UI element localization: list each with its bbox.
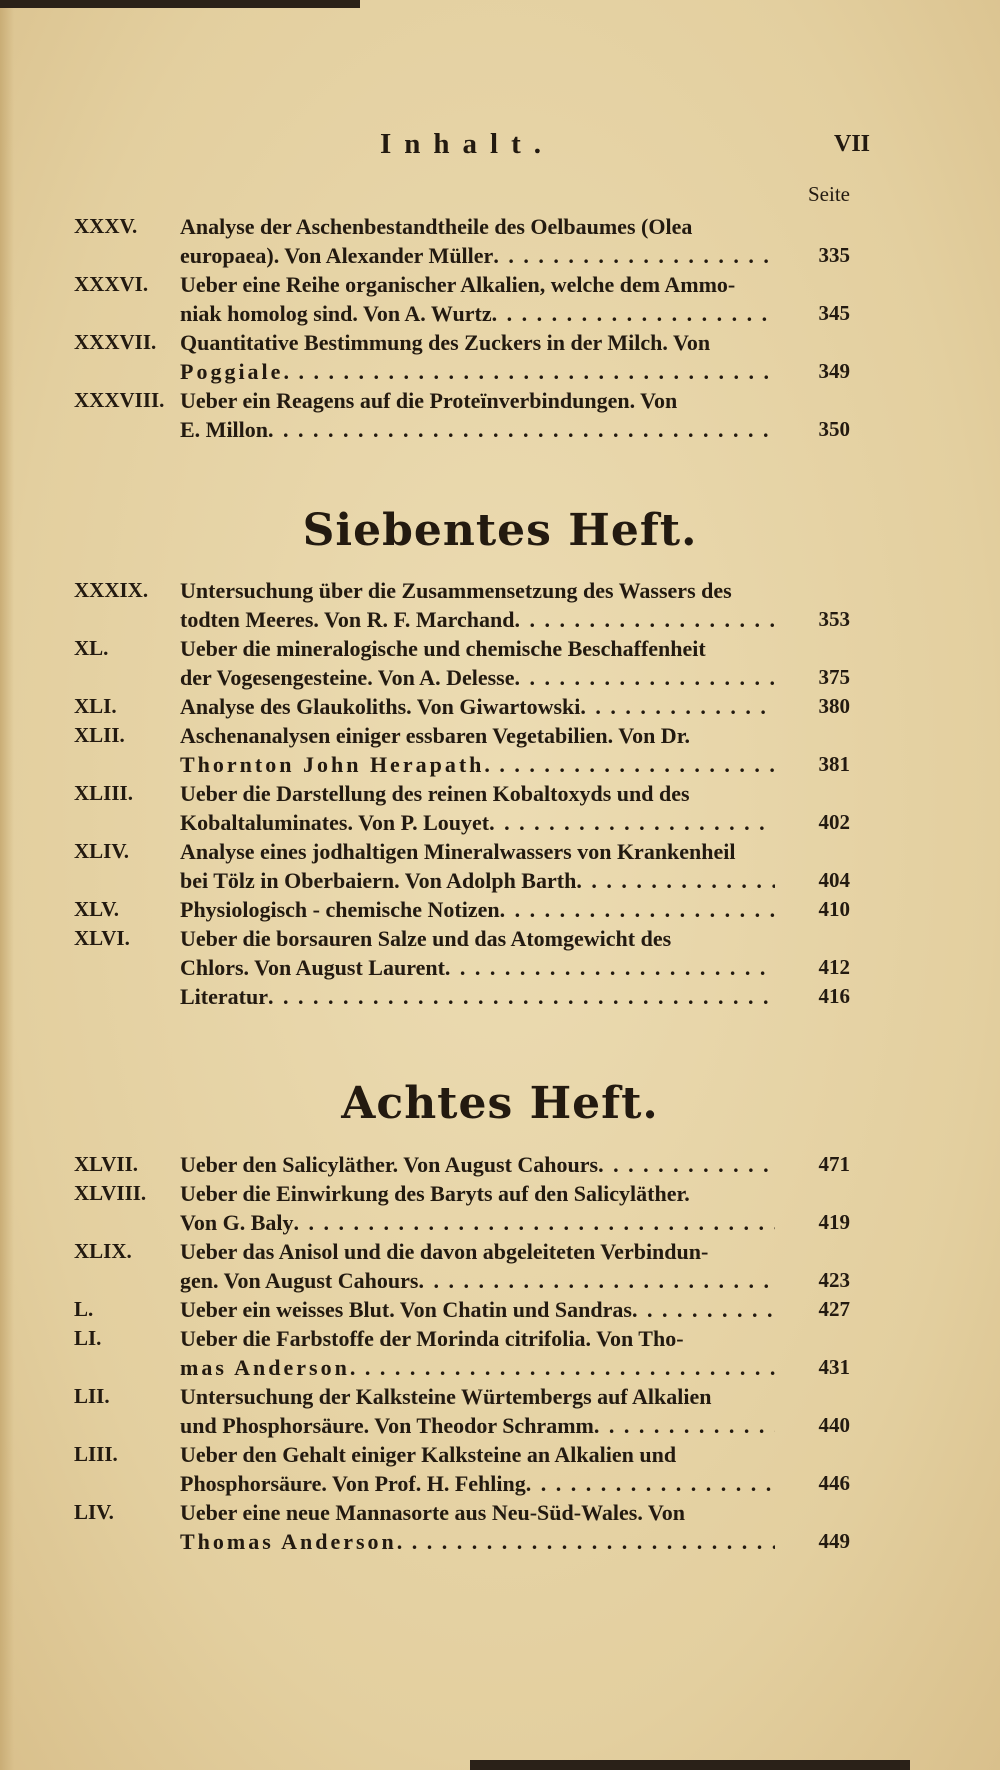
- entry-number: XLVI.: [74, 926, 130, 950]
- toc-entry: [0, 1239, 1000, 1297]
- entry-number: XXXIX.: [74, 578, 149, 602]
- entry-page: 449: [818, 1529, 850, 1553]
- dot-leader: [515, 665, 776, 691]
- toc-section: [0, 1152, 1000, 1558]
- entry-page: 345: [818, 301, 850, 325]
- entry-number: XLIV.: [74, 839, 130, 863]
- entry-page: 416: [818, 984, 850, 1008]
- entry-number: XXXV.: [74, 214, 138, 238]
- scan-border-bottom: [470, 1760, 910, 1770]
- entry-page: 375: [818, 665, 850, 689]
- toc-entry: [0, 723, 1000, 781]
- page-column-label: Seite: [808, 182, 850, 206]
- entry-title-line: [180, 1152, 775, 1178]
- entry-number: XLVII.: [74, 1152, 139, 1176]
- entry-author-text: Ueber den Salicyläther. Von August Cahours: [180, 1152, 599, 1177]
- entry-title-line: [180, 1210, 775, 1236]
- entry-title-line: [180, 665, 775, 691]
- entry-page: 440: [818, 1413, 850, 1437]
- entry-title-line: [180, 1471, 775, 1497]
- entry-number: XXXVI.: [74, 272, 149, 296]
- section-heading: Siebentes Heft.: [302, 505, 698, 556]
- entry-page: 471: [818, 1152, 850, 1176]
- toc-entry: [0, 897, 1000, 926]
- toc-entry: [0, 578, 1000, 636]
- entry-page: 335: [818, 243, 850, 267]
- entry-title-line: [180, 1355, 775, 1381]
- dot-leader: [283, 359, 775, 385]
- entry-author-text: Chlors. Von August Laurent: [180, 955, 445, 980]
- dot-leader: [294, 1210, 775, 1236]
- entry-title-line: [180, 1268, 775, 1294]
- toc-section: [0, 578, 1000, 1013]
- entry-title-line: Ueber ein Reagens auf die Proteïnverbindungen. Von: [180, 388, 678, 413]
- entry-title-line: [180, 984, 775, 1010]
- entry-title-line: [180, 607, 775, 633]
- toc-entry: [0, 1384, 1000, 1442]
- entry-number: LIII.: [74, 1442, 118, 1466]
- entry-title-line: Aschenanalysen einiger essbaren Vegetabilien. Von Dr.: [180, 723, 690, 748]
- toc-section-continued: [0, 214, 1000, 446]
- toc-entry: [0, 1442, 1000, 1500]
- toc-entry: [0, 1181, 1000, 1239]
- entry-number: XXXVIII.: [74, 388, 165, 412]
- entry-title-line: Untersuchung der Kalksteine Würtembergs auf Alkalien: [180, 1384, 712, 1409]
- entry-number: XLI.: [74, 694, 117, 718]
- entry-author-text: Ueber ein weisses Blut. Von Chatin und Sandras: [180, 1297, 632, 1322]
- entry-title-line: [180, 359, 775, 385]
- toc-entry: [0, 1297, 1000, 1326]
- entry-page: 402: [818, 810, 850, 834]
- entry-author-text: Kobaltaluminates. Von P. Louyet: [180, 810, 490, 835]
- entry-author-text: Thornton John Herapath: [180, 752, 485, 777]
- entry-author-text: E. Millon: [180, 417, 269, 442]
- entry-page: 427: [818, 1297, 850, 1321]
- entry-page: 446: [818, 1471, 850, 1495]
- dot-leader: [500, 897, 775, 923]
- toc-entry: [0, 694, 1000, 723]
- entry-number: LI.: [74, 1326, 102, 1350]
- dot-leader: [268, 417, 775, 443]
- entry-title-line: Ueber die borsauren Salze und das Atomgewicht des: [180, 926, 672, 951]
- entry-title-line: Analyse der Aschenbestandtheile des Oelbaumes (Olea: [180, 214, 693, 239]
- dot-leader: [445, 955, 775, 981]
- toc-entry: [0, 330, 1000, 388]
- entry-page: 419: [818, 1210, 850, 1234]
- page-number: VII: [833, 131, 870, 157]
- entry-title-line: [180, 955, 775, 981]
- entry-number: XLIII.: [74, 781, 133, 805]
- entry-title-line: Ueber eine Reihe organischer Alkalien, welche dem Ammo-: [180, 272, 736, 297]
- entry-number: LIV.: [74, 1500, 114, 1524]
- entry-author-text: Thomas Anderson: [180, 1529, 397, 1554]
- entry-number: LII.: [74, 1384, 110, 1408]
- toc-entry: [0, 781, 1000, 839]
- toc-entry: [0, 984, 1000, 1013]
- entry-title-line: [180, 1413, 775, 1439]
- entry-page: 353: [818, 607, 850, 631]
- entry-page: 423: [818, 1268, 850, 1292]
- dot-leader: [397, 1529, 775, 1555]
- entry-number: XLII.: [74, 723, 125, 747]
- entry-title-line: [180, 1297, 775, 1323]
- toc-entry: [0, 1152, 1000, 1181]
- entry-author-text: Physiologisch - chemische Notizen: [180, 897, 500, 922]
- dot-leader: [493, 243, 775, 269]
- dot-leader: [484, 752, 775, 778]
- dot-leader: [576, 868, 775, 894]
- entry-title-line: [180, 243, 775, 269]
- dot-leader: [268, 984, 775, 1010]
- dot-leader: [580, 694, 775, 720]
- entry-author-text: Von G. Baly: [180, 1210, 294, 1235]
- entry-page: 431: [818, 1355, 850, 1379]
- entry-number: XLVIII.: [74, 1181, 147, 1205]
- entry-title-line: Ueber eine neue Mannasorte aus Neu-Süd-Wales. Von: [180, 1500, 686, 1525]
- entry-number: L.: [74, 1297, 94, 1321]
- entry-title-line: Ueber die Farbstoffe der Morinda citrifolia. Von Tho-: [180, 1326, 684, 1351]
- entry-page: 404: [818, 868, 850, 892]
- entry-title-line: Ueber die Einwirkung des Baryts auf den Salicyläther.: [180, 1181, 690, 1206]
- entry-title-line: Ueber die mineralogische und chemische Beschaffenheit: [180, 636, 706, 661]
- entry-title-line: Ueber den Gehalt einiger Kalksteine an Alkalien und: [180, 1442, 677, 1467]
- entry-title-line: Untersuchung über die Zusammensetzung des Wassers des: [180, 578, 732, 603]
- entry-number: XLIX.: [74, 1239, 132, 1263]
- entry-title-line: Ueber das Anisol und die davon abgeleiteten Verbindun-: [180, 1239, 709, 1264]
- toc-entry: [0, 214, 1000, 272]
- toc-entry: [0, 272, 1000, 330]
- entry-number: XL.: [74, 636, 109, 660]
- toc-entry: [0, 388, 1000, 446]
- toc-entry: [0, 839, 1000, 897]
- entry-page: 412: [818, 955, 850, 979]
- entry-author-text: Literatur: [180, 984, 268, 1009]
- entry-author-text: gen. Von August Cahours: [180, 1268, 419, 1293]
- section-heading: Achtes Heft.: [341, 1078, 659, 1129]
- running-header-title: Inhalt.: [380, 128, 555, 160]
- entry-author-text: Poggiale: [180, 359, 284, 384]
- toc-entry: [0, 926, 1000, 984]
- entry-author-text: der Vogesengesteine. Von A. Delesse: [180, 665, 515, 690]
- entry-title-line: [180, 810, 775, 836]
- entry-title-line: [180, 301, 775, 327]
- entry-page: 350: [818, 417, 850, 441]
- dot-leader: [515, 607, 776, 633]
- entry-title-line: [180, 1529, 775, 1555]
- dot-leader: [489, 810, 775, 836]
- entry-author-text: europaea). Von Alexander Müller: [180, 243, 494, 268]
- entry-author-text: Phosphorsäure. Von Prof. H. Fehling: [180, 1471, 526, 1496]
- dot-leader: [598, 1152, 775, 1178]
- scan-border-top: [0, 0, 360, 8]
- entry-title-line: [180, 868, 775, 894]
- entry-page: 349: [818, 359, 850, 383]
- entry-author-text: mas Anderson: [180, 1355, 350, 1380]
- entry-page: 410: [818, 897, 850, 921]
- dot-leader: [418, 1268, 775, 1294]
- entry-title-line: Quantitative Bestimmung des Zuckers in der Milch. Von: [180, 330, 711, 355]
- entry-author-text: und Phosphorsäure. Von Theodor Schramm: [180, 1413, 594, 1438]
- entry-page: 380: [818, 694, 850, 718]
- dot-leader: [526, 1471, 775, 1497]
- entry-page: 381: [818, 752, 850, 776]
- entry-number: XLV.: [74, 897, 119, 921]
- entry-author-text: niak homolog sind. Von A. Wurtz: [180, 301, 492, 326]
- entry-title-line: [180, 897, 775, 923]
- entry-author-text: Analyse des Glaukoliths. Von Giwartowski: [180, 694, 581, 719]
- entry-title-line: Analyse eines jodhaltigen Mineralwassers von Krankenheil: [180, 839, 736, 864]
- entry-author-text: bei Tölz in Oberbaiern. Von Adolph Barth: [180, 868, 577, 893]
- entry-number: XXXVII.: [74, 330, 157, 354]
- entry-author-text: todten Meeres. Von R. F. Marchand: [180, 607, 515, 632]
- dot-leader: [594, 1413, 775, 1439]
- entry-title-line: [180, 752, 775, 778]
- entry-title-line: [180, 694, 775, 720]
- entry-title-line: [180, 417, 775, 443]
- toc-entry: [0, 636, 1000, 694]
- toc-entry: [0, 1326, 1000, 1384]
- dot-leader: [350, 1355, 775, 1381]
- dot-leader: [492, 301, 775, 327]
- dot-leader: [632, 1297, 775, 1323]
- entry-title-line: Ueber die Darstellung des reinen Kobaltoxyds und des: [180, 781, 690, 806]
- toc-entry: [0, 1500, 1000, 1558]
